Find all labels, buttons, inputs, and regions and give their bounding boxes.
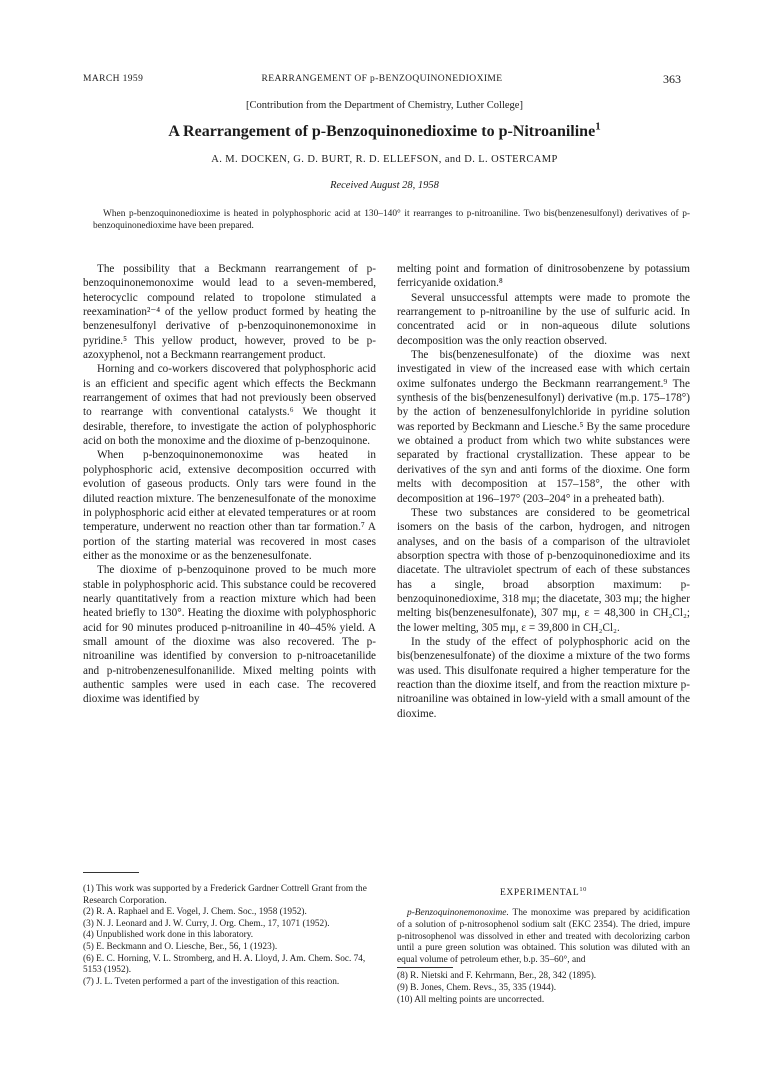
author-list: A. M. DOCKEN, G. D. BURT, R. D. ELLEFSON, and D. L. OSTERCAMP	[211, 154, 558, 165]
footnote: (1) This work was supported by a Frederick Gardner Cottrell Grant from the Research Corporation.	[83, 884, 367, 906]
abstract: When p-benzoquinonedioxime is heated in polyphosphoric acid at 130–140° it rearranges to p-nitroaniline. Two bis(benzenesulfonyl) derivatives of p-benzoquinonedioxime have been prepared.	[93, 209, 690, 231]
experimental-heading-text: EXPERIMENTAL	[500, 888, 580, 898]
footnote-divider-right	[397, 967, 453, 968]
experimental-heading	[397, 885, 690, 898]
footnote: (10) All melting points are uncorrected.	[397, 994, 545, 1005]
footnotes-left	[83, 884, 376, 988]
right-column	[397, 262, 690, 721]
footnote: (4) Unpublished work done in this laboratory.	[83, 930, 254, 941]
article-title-text: A Rearrangement of p-Benzoquinonedioxime to p-Nitroaniline	[168, 123, 596, 140]
footnote: (5) E. Beckmann and O. Liesche, Ber., 56, 1 (1923).	[83, 941, 278, 952]
footnote-divider	[83, 872, 139, 873]
experimental-footnote-marker: 10	[579, 885, 587, 893]
header-date: MARCH 1959	[83, 74, 144, 84]
body-paragraph: The bis(benzenesulfonate) of the dioxime was next investigated in view of the increased ease with which certain oxime sulfonates undergo the Beckmann rearrangement.⁹ The synthesis of the bis(benzenesulfonyl) derivative (m.p. 175–178°) by the action of benzenesulfonylchloride in pyridine solution was reported by Beckmann and Liesche.⁵ By the same procedure we obtained a product from which two white substances were separated by fractional crystallization. These appear to be derivatives of the syn and anti forms of the dioxime. One form melts with decomposition at 157–158°, the other with decomposition at 196–197° (203–204° in a preheated bath).	[397, 349, 690, 505]
experimental-lead: p-Benzoquinonemonoxime.	[407, 908, 509, 918]
article-title	[0, 120, 769, 141]
footnote: (3) N. J. Leonard and J. W. Curry, J. Org. Chem., 17, 1071 (1952).	[83, 918, 330, 929]
footnote: (7) J. L. Tveten performed a part of the investigation of this reaction.	[83, 976, 340, 987]
body-paragraph: The possibility that a Beckmann rearrangement of p-benzoquinonemonoxime would lead to a seven-membered, heterocyclic compound related to tropolone stimulated a reexamination²⁻⁴ of the yellow product formed by heating the benzenesulfonyl derivative of p-benzoquinonemonoxime in pyridine.⁵ This yellow product, however, proved to be p-azoxyphenol, not a Beckmann rearrangement product.	[83, 263, 376, 362]
body-paragraph: melting point and formation of dinitrosobenzene by potassium ferricyanide oxidation.⁸	[397, 263, 690, 290]
body-paragraph: When p-benzoquinonemonoxime was heated in polyphosphoric acid, extensive decomposition occurred with evolution of gaseous products. Only tars were found in the diluted reaction mixture. The benzenesulfonate of the monoxime in polyphosphoric acid either at elevated temperatures or at room temperature, underwent no reaction other than tar formation.⁷ A portion of the starting material was recovered in most cases either as the monoxime or as the benzenesulfonate.	[83, 449, 376, 562]
header-running-title: REARRANGEMENT OF p-BENZOQUINONEDIOXIME	[261, 74, 503, 84]
footnote: (6) E. C. Horning, V. L. Stromberg, and H. A. Lloyd, J. Am. Chem. Soc. 74, 5153 (1952).	[83, 953, 366, 976]
running-header	[83, 74, 681, 88]
footnotes-right	[397, 971, 690, 1006]
left-column	[83, 262, 376, 707]
body-paragraph: In the study of the effect of polyphosphoric acid on the bis(benzenesulfonate) of the dioxime a mixture of the two forms was used. This disulfonate required a higher temperature for the reaction than the dioxime itself, and from the reaction mixture p-nitroaniline was obtained in low-yield with a small amount of the dioxime.	[397, 635, 690, 720]
body-paragraph: The dioxime of p-benzoquinone proved to be much more stable in polyphosphoric acid. This substance could be recovered nearly quantitatively from a reaction mixture which had been heated briefly to 130°. Heating the dioxime with polyphosphoric acid for 90 minutes produced p-nitroaniline in 40–45% yield. A small amount of the dioxime was also recovered. The p-nitroaniline was identified by conversion to p-nitroacetanilide and p-nitrobenzenesulfonanilide. Mixed melting points with authentic samples were used in each case. The recovered dioxime was identified by	[83, 564, 376, 706]
footnote: (8) R. Nietski and F. Kehrmann, Ber., 28, 342 (1895).	[397, 971, 597, 981]
experimental-paragraph	[397, 908, 690, 967]
footnote: (9) B. Jones, Chem. Revs., 35, 335 (1944).	[397, 982, 557, 993]
experimental-body: The monoxime was prepared by acidification of a solution of p-nitrosophenol sodium salt (EKC 2354). The dried, impure p-nitrosophenol was dissolved in ether and treated with decolorizing carbon until a pure green solution was obtained. This solution was diluted with an equal volume of petroleum ether, b.p. 35–60°, and	[397, 908, 690, 966]
contribution-line: [Contribution from the Department of Chemistry, Luther College]	[246, 100, 523, 111]
page-number: 363	[663, 72, 681, 86]
body-paragraph: Several unsuccessful attempts were made to promote the rearrangement to p-nitroaniline by the use of sulfuric acid. In concentrated acid or in non-aqueous dilute solutions decomposition was the only reaction observed.	[397, 291, 690, 347]
footnote: (2) R. A. Raphael and E. Vogel, J. Chem. Soc., 1958 (1952).	[83, 907, 307, 918]
body-paragraph: Horning and co-workers discovered that polyphosphoric acid is an efficient and specific agent which effects the Beckmann rearrangement of oximes that had not previously been observed to rearrange with conventional catalysts.⁶ We thought it desirable, therefore, to investigate the action of polyphosphoric acid on both the monoxime and the dioxime of p-benzoquinone.	[83, 363, 376, 448]
body-paragraph: These two substances are considered to be geometrical isomers on the basis of the carbon, hydrogen, and nitrogen analyses, and on the basis of a comparison of the ultraviolet absorption spectra with those of p-benzoquinonedioxime and its diacetate. The ultraviolet spectrum of each of these substances has a single, broad absorption maximum: p-benzoquinonedioxime, 318 mμ; the diacetate, 303 mμ; the higher melting bis(benzenesulfonate), 307 mμ, ε = 48,300 in CH₂Cl₂; the lower melting, 305 mμ, ε = 39,800 in CH₂Cl₂.	[397, 506, 690, 634]
received-date: Received August 28, 1958	[330, 180, 439, 191]
title-footnote-marker: 1	[595, 120, 601, 133]
